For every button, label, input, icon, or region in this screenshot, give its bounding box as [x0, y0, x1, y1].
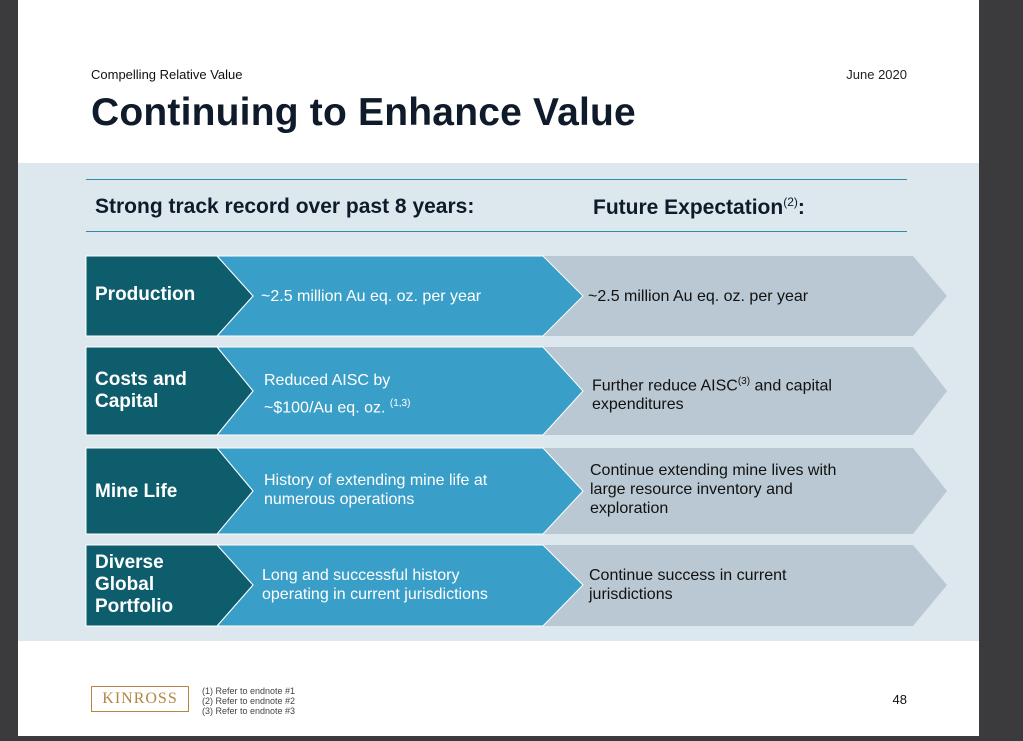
future-line: Continue success in current	[589, 567, 787, 584]
future-text: Further reduce AISC	[592, 377, 738, 395]
label-line: Global	[95, 574, 155, 595]
slide	[18, 14, 979, 736]
track-line-with-sup	[264, 392, 410, 419]
row-costs-track-record	[264, 369, 410, 419]
row-costs-label	[95, 369, 187, 413]
row-portfolio-track-record	[262, 566, 488, 604]
endnotes	[202, 686, 295, 716]
label-line: Portfolio	[95, 596, 174, 617]
row-minelife-future	[590, 461, 836, 518]
track-line: Long and successful history	[262, 567, 460, 584]
future-sup: (3)	[737, 376, 751, 387]
endnote-1: (1) Refer to endnote #1	[202, 686, 296, 696]
future-line: jurisdictions	[589, 586, 673, 603]
future-line: large resource inventory and	[590, 481, 793, 498]
future-line: expenditures	[592, 396, 684, 414]
slide-title: Continuing to Enhance Value	[91, 91, 636, 134]
label-line: Mine Life	[95, 481, 178, 502]
future-line: Continue extending mine lives with	[590, 462, 837, 479]
future-text-tail: and capital	[754, 377, 832, 395]
endnote-3: (3) Refer to endnote #3	[202, 706, 296, 716]
row-portfolio-future	[589, 566, 786, 604]
label-line: Capital	[95, 391, 159, 412]
row-minelife-label	[95, 481, 177, 503]
label-line: Costs and	[95, 369, 187, 390]
future-heading-text: Future Expectation	[593, 196, 784, 219]
future-line: ~2.5 million Au eq. oz. per year	[588, 288, 809, 305]
label-line: Production	[95, 284, 196, 305]
row-production-future	[588, 287, 808, 306]
row-portfolio-label	[95, 552, 173, 618]
future-heading-sup: (2)	[783, 195, 798, 209]
track-line: operating in current jurisdictions	[262, 586, 488, 603]
track-line: ~2.5 million Au eq. oz. per year	[261, 288, 482, 305]
track-line: History of extending mine life at	[264, 472, 488, 489]
track-text: ~$100/Au eq. oz.	[264, 399, 386, 417]
track-sup: (1,3)	[389, 398, 411, 409]
future-line: exploration	[590, 500, 669, 517]
row-production-track-record	[261, 287, 481, 306]
track-record-heading: Strong track record over past 8 years:	[95, 195, 475, 218]
track-line: numerous operations	[264, 491, 415, 508]
row-production-label	[95, 284, 195, 306]
future-line-with-sup	[592, 372, 832, 395]
page-number: 48	[892, 692, 907, 707]
row-costs-future	[592, 372, 832, 414]
section-label: Compelling Relative Value	[91, 67, 243, 82]
label-line: Diverse	[95, 552, 164, 573]
track-line: Reduced AISC by	[264, 372, 391, 389]
endnote-2: (2) Refer to endnote #2	[202, 696, 296, 706]
top-band	[18, 0, 979, 14]
row-minelife-track-record	[264, 471, 487, 509]
future-heading-suffix: :	[797, 196, 805, 219]
kinross-logo: KINROSS	[91, 686, 189, 712]
slide-date: June 2020	[846, 67, 907, 82]
